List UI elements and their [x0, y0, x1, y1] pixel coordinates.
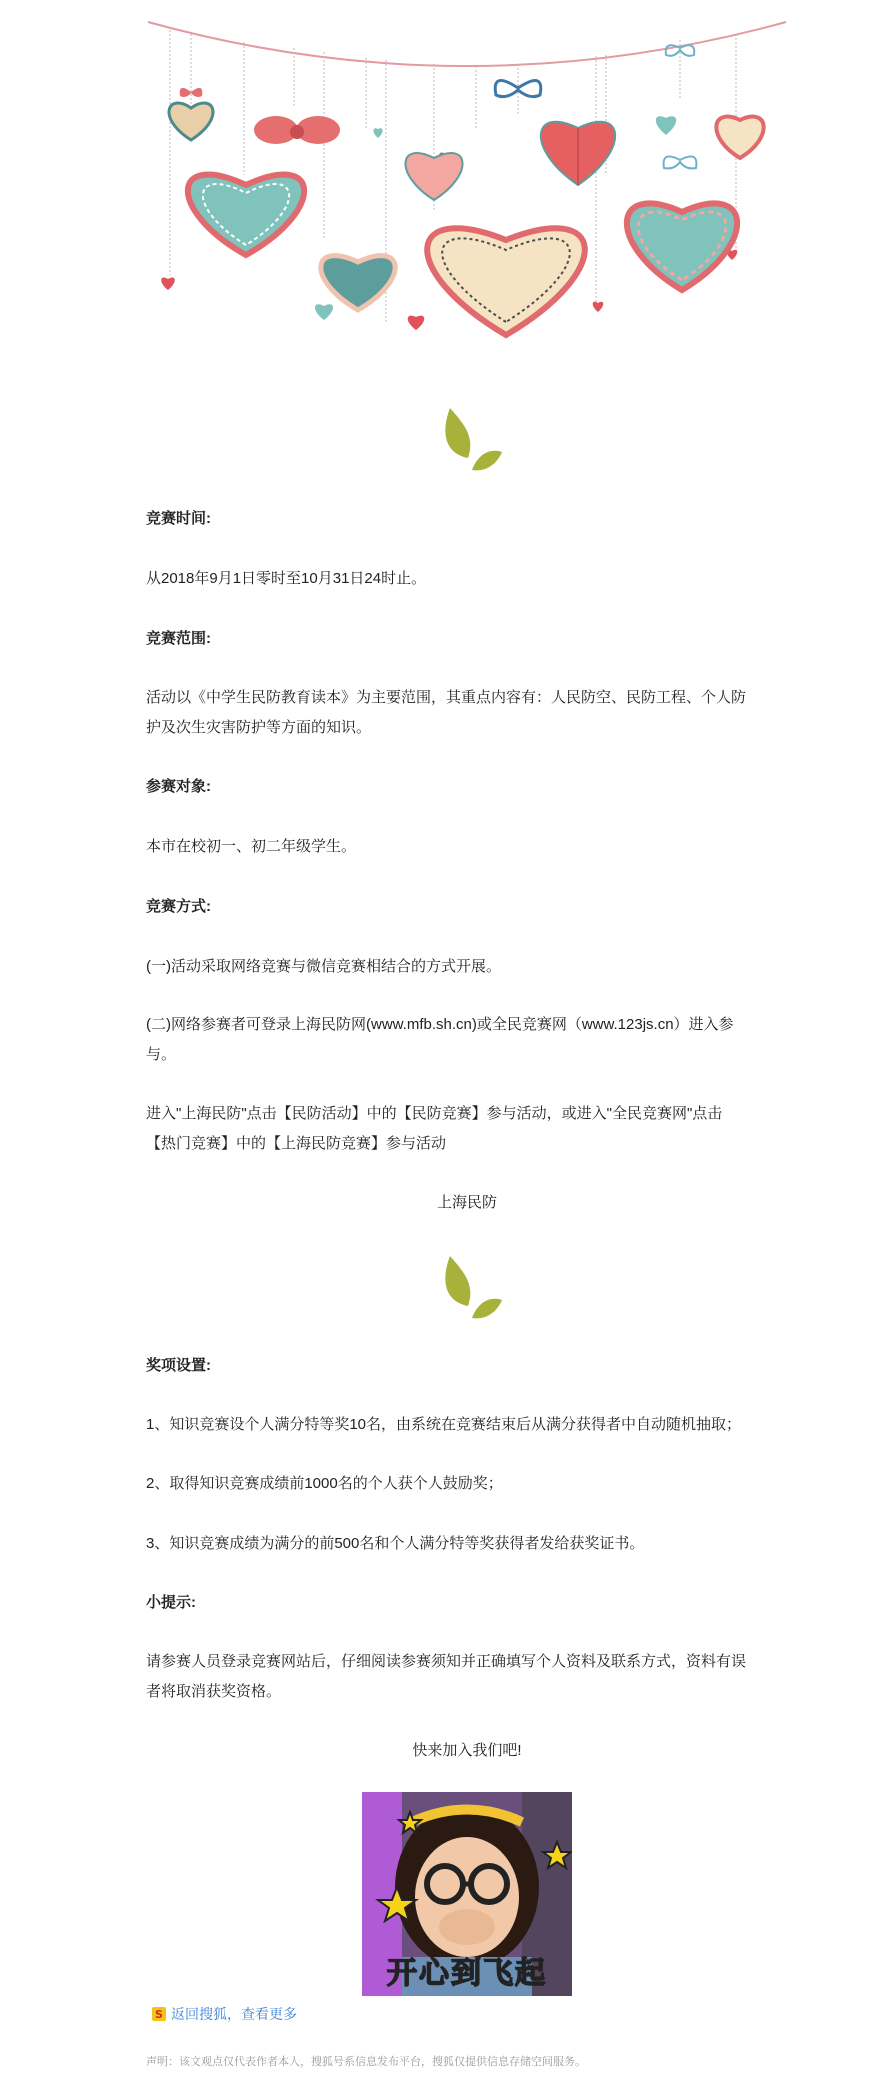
leaf-divider	[146, 396, 788, 476]
method-center-text: 上海民防	[436, 1194, 497, 1211]
disclaimer-text: 声明：该文观点仅代表作者本人，搜狐号系信息发布平台，搜狐仅提供信息存储空间服务。	[146, 2056, 586, 2068]
svg-text:S: S	[155, 2008, 163, 2021]
section-heading-tips: 小提示:	[146, 1594, 196, 1611]
method-p2-line2: 与。	[146, 1046, 177, 1063]
method-p3-line1: 进入"上海民防"点击【民防活动】中的【民防竞赛】参与活动，或进入"全民竞赛网"点击	[146, 1105, 723, 1122]
photo-caption: 开心到飞起	[387, 1956, 547, 1991]
participants-text: 本市在校初一、初二年级学生。	[146, 838, 357, 855]
scope-text-line1: 活动以《中学生民防教育读本》为主要范围，其重点内容有：人民防空、民防工程、个人防	[146, 689, 747, 706]
time-text: 从2018年9月1日零时至10月31日24时止。	[146, 570, 427, 587]
back-to-sohu-link[interactable]	[152, 2002, 297, 2026]
leaf-divider	[146, 1244, 788, 1324]
awards-item3: 3、知识竞赛成绩为满分的前500名和个人满分特等奖获得者发给获奖证书。	[146, 1535, 645, 1552]
awards-item1: 1、知识竞赛设个人满分特等奖10名，由系统在竞赛结束后从满分获得者中自动随机抽取；	[146, 1416, 742, 1433]
leaf-icon	[432, 396, 502, 476]
method-p1: (一)活动采取网络竞赛与微信竞赛相结合的方式开展。	[146, 958, 501, 975]
scope-text-line2: 护及次生灾害防护等方面的知识。	[146, 719, 372, 736]
awards-item2: 2、取得知识竞赛成绩前1000名的个人获个人鼓励奖；	[146, 1475, 503, 1492]
sohu-logo-icon	[152, 2007, 166, 2021]
section-heading-method: 竞赛方式:	[146, 898, 211, 915]
section-heading-participants: 参赛对象:	[146, 778, 211, 795]
happy-girl-photo	[362, 1792, 572, 1996]
tips-center-text: 快来加入我们吧!	[412, 1742, 522, 1759]
hanging-hearts-illustration	[146, 0, 788, 340]
section-heading-time: 竞赛时间:	[146, 510, 211, 527]
section-heading-scope: 竞赛范围:	[146, 630, 211, 647]
section-heading-awards: 奖项设置:	[146, 1357, 211, 1374]
method-p3-line2: 【热门竞赛】中的【上海民防竞赛】参与活动	[146, 1135, 447, 1152]
back-link-label[interactable]: 返回搜狐，查看更多	[171, 2006, 297, 2022]
tips-line1: 请参赛人员登录竞赛网站后，仔细阅读参赛须知并正确填写个人资料及联系方式，资料有误	[146, 1653, 747, 1670]
leaf-icon	[432, 1244, 502, 1324]
tips-line2: 者将取消获奖资格。	[146, 1683, 282, 1700]
method-p2-line1: (二)网络参赛者可登录上海民防网(www.mfb.sh.cn)或全民竞赛网（www.123js.cn）进入参	[146, 1016, 734, 1033]
article-body	[146, 0, 788, 2068]
